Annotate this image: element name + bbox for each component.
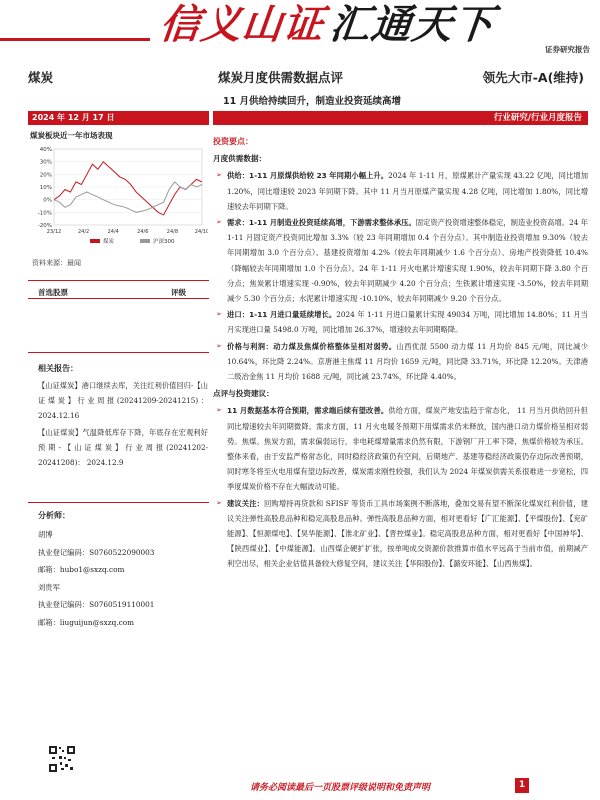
divider-line: [28, 298, 209, 299]
divider-line: [28, 352, 209, 353]
item-head: 进口：1-11 月进口量延续增长。: [227, 310, 337, 320]
legend-label: 煤炭: [103, 239, 115, 245]
item-body: 回购增持再贷款和 SFISF 等货币工具市场案例不断落地，叠加交易有望不断深化煤炭红利价值，建议关注弹性高股息品种和稳定高股息品种。弹性高股息品种方面，相对更看好【广汇能源】、【平煤股份】、【兖矿能源】、【恒源煤电】、【昊华能源】、【淮北矿业】、【晋控煤业】。稳定高股息品种方面，相对更看好【中国神华】、【陕西煤业】、【中煤能源】。山西煤企硬扩扩张，按单吨成交资源价款推算市值水平远高于当前市值，前期减产利空出尽，相关企业估值具备较大修复空间，建议关注【华阳股份】、【潞安环能】、【山西焦煤】。: [227, 498, 588, 569]
invest-title: 投资要点：: [213, 137, 253, 146]
monthly-title: 月度供需数据：: [213, 154, 267, 164]
chart-svg: [30, 143, 208, 253]
related-report-item[interactable]: 【山证煤炭】气温降低库存下降，年底存在宏观利好预期-【山证煤炭】行业周报(20241202-20241208)： 2024.12.9: [38, 428, 208, 467]
legend-label: 沪深300: [153, 239, 175, 245]
supply-item: [213, 168, 588, 214]
x-tick-label: 24/2: [77, 229, 90, 235]
analyst-list: [38, 526, 208, 631]
analyst-code: 执业登记编码：S0760519110001: [38, 600, 155, 609]
y-tick-label: 40%: [39, 147, 52, 153]
page-number: 1: [515, 778, 529, 793]
market-performance-chart: [30, 143, 208, 253]
item-head: 建议关注：: [227, 498, 265, 508]
arrow-bullet-icon: ➢: [216, 171, 222, 180]
banner-slogan: [157, 0, 496, 50]
item-body: 山西优混 5500 动力煤 11 月均价 845 元/吨，同比减少 10.64%，环比降 2.24%。京唐港主焦煤 11 月均价 1659 元/吨，同比降 33.71%，环比降 12.20%。天津港二级冶金焦 11 月均价 1688 元/吨，同比减 23.74%，环比降 4.40%。: [227, 341, 588, 382]
slogan-part1: 信义山证: [157, 2, 327, 48]
date-bar: 2024 年 12 月 17 日: [28, 111, 209, 125]
item-head: 需求：1-11 月制造业投资延续高增，下游需求整体承压。: [227, 218, 416, 228]
chart-source: 资料来源：最闻: [32, 259, 81, 267]
banner-red-bar: [0, 38, 150, 41]
y-tick-label: 0%: [43, 197, 52, 204]
demand-item: [213, 215, 588, 306]
import-item: [213, 307, 588, 337]
x-tick-label: 24/8: [166, 229, 179, 235]
divider-line: [28, 502, 209, 503]
y-tick-label: 20%: [39, 172, 52, 179]
report-subtitle: 11 月供给持续回升，制造业投资延续高增: [223, 96, 402, 107]
report-tag: 证券研究报告: [545, 45, 590, 54]
series-line-沪深300: [54, 182, 202, 212]
series-line-煤炭: [54, 162, 202, 215]
main-content: [213, 134, 588, 573]
related-report-item[interactable]: 【山证煤炭】港口继续去库，关注红利价值回归-【山证煤炭】行业周报(20241209-20241215)： 2024.12.16: [38, 381, 208, 420]
price-item: [213, 339, 588, 385]
qr-code-icon: [48, 745, 76, 773]
arrow-bullet-icon: ➢: [216, 218, 222, 227]
analyst-name: 刘贵军: [38, 582, 60, 592]
recommend-item: [213, 496, 588, 572]
report-title: 煤炭月度供需数据点评: [218, 70, 344, 85]
analyst-code: 执业登记编码：S0760522090003: [38, 547, 155, 557]
item-head: 价格与利润：动力煤及焦煤价格整体呈相对弱势。: [227, 341, 397, 351]
stock-table-header: [38, 287, 208, 298]
analyst-title: 分析师：: [38, 511, 70, 520]
chart-title: 煤炭板块近一年市场表现: [30, 131, 113, 140]
x-tick-label: 24/4: [107, 229, 119, 235]
arrow-bullet-icon: ➢: [216, 310, 222, 319]
industry-label: 煤炭: [28, 70, 54, 85]
x-tick-label: 24/10: [194, 229, 208, 235]
banner: [0, 0, 600, 52]
view-item: [213, 403, 588, 494]
item-body: 2024 年 1-11 月，原煤累计产量实现 43.22 亿吨，同比增加 1.20%，同比增速较 2023 年同期下降。其中 11 月当月原煤产量实现 4.28 亿吨，同比增加 1.80%，同比增速较去年同期下降。: [227, 171, 588, 211]
arrow-bullet-icon: ➢: [216, 341, 222, 350]
analyst-name: 胡博: [38, 530, 53, 539]
x-tick-label: 24/6: [137, 229, 149, 235]
arrow-bullet-icon: ➢: [216, 498, 222, 507]
analyst-email[interactable]: 邮箱：hubo1@sxzq.com: [38, 565, 125, 574]
y-tick-label: 10%: [39, 185, 52, 191]
related-title: 相关报告：: [38, 364, 78, 373]
item-body: 固定资产投资增速整体稳定，制造业投资高增。24 年 1-11 月固定资产投资同比增加 3.3%（较 23 年同期增加 0.4 个百分点）。其中制造业投资增加 9.30%（较去年同期增加 3.0 个百分点）、基建投资增加 4.2%（较去年同期减少 1.6 个百分点）、房地产投资降低 10.4%（降幅较去年同期增加 1.0 个百分点）。24 年 1-11 月火电累计增速实现 1.90%，较去年同期下降 3.80 个百分点；焦炭累计增速实现 -0.90%，较去年同期减少 4.20 个百分点；生铁累计增速实现 -3.50%，较去年同期减少 5.30 个百分点；水泥累计增速实现 -10.10%，较去年同期减少 9.20 个百分点。: [227, 218, 588, 304]
footer: [0, 778, 600, 800]
view-title: 点评与投资建议：: [213, 389, 274, 399]
header-row: [28, 68, 588, 86]
analyst-email[interactable]: 邮箱：liuguijun@sxzq.com: [38, 617, 135, 627]
y-tick-label: -20%: [37, 223, 52, 229]
item-head: 供给：1-11 月原煤供给较 23 年同期小幅上升。: [227, 171, 389, 181]
disclaimer-statement[interactable]: 请务必阅读最后一页股票评级说明和免责声明: [250, 783, 431, 793]
item-body: 2024 年 1-11 月进口量累计实现 49034 万吨，同比增加 14.80%；11 月当月实现进口量 5498.0 万吨，同比增加 26.37%，增速较去年同期略降。: [227, 310, 588, 335]
divider-line: [28, 280, 209, 281]
arrow-bullet-icon: ➢: [216, 406, 222, 415]
legend-swatch: [90, 239, 100, 243]
rating-label: 领先大市-A(维持): [482, 70, 584, 85]
stock-col-name: 首选股票: [38, 288, 68, 297]
legend-swatch: [140, 239, 150, 243]
slogan-part2: 汇通天下: [327, 2, 497, 48]
y-tick-label: -10%: [37, 210, 52, 217]
x-tick-label: 23/12: [46, 229, 62, 235]
item-head: 11 月数据基本符合预期，需求端后续有望改善。: [227, 406, 389, 416]
stock-col-rating: 评级: [171, 288, 186, 297]
y-tick-label: 30%: [39, 159, 52, 166]
related-reports: [38, 378, 208, 472]
report-type-bar: 行业研究/行业月度报告: [213, 111, 588, 125]
item-body: 供给方面，煤炭产地安监趋于常态化， 11 月当月供给回升但同比增速较去年同期微降。需求方面，11 月火电暖冬预期下用煤需求仍未释放，国内港口动力煤价格呈相对弱势。焦煤、焦炭方面，需求偏弱运行，非电耗煤增量需求仍然有限，下游钢厂开工率下降，焦煤价格较为承压。整体来看，由于安监严格常态化，同时稳经济政策仍有空间，后期地产、基建等稳经济政策仍存边际改善预期，同时寒冬将至火电用煤有望边际改善，煤炭需求刚性较强，我们认为 2024 年煤炭供需关系很难进一步宽松，四季度煤炭价格不存在大幅波动可能。: [227, 406, 588, 492]
